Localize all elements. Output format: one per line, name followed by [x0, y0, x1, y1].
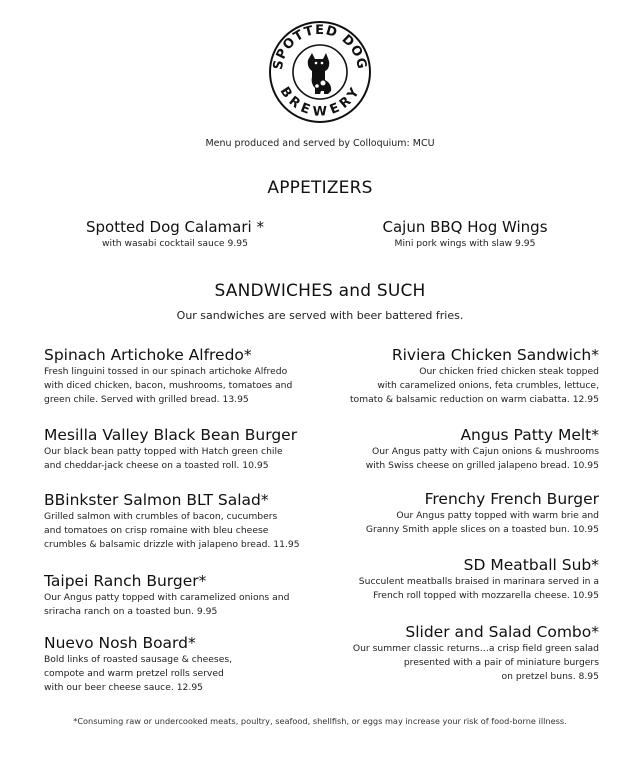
- food-safety-disclaimer: *Consuming raw or undercooked meats, poultry, seafood, shellfish, or eggs may increase your risk of food-borne illness.: [73, 716, 567, 726]
- menu-item: [44, 345, 314, 407]
- item-desc: Our black bean patty topped with Hatch green chile and cheddar-jack cheese on a toasted roll. 10.95: [44, 446, 283, 471]
- item-name: Spinach Artichoke Alfredo*: [44, 346, 252, 364]
- item-name: Slider and Salad Combo*: [405, 623, 599, 641]
- item-name: Cajun BBQ Hog Wings: [382, 218, 548, 236]
- item-desc: Our Angus patty topped with caramelized onions and sriracha ranch on a toasted bun. 9.95: [44, 592, 290, 617]
- item-desc: Fresh linguini tossed in our spinach artichoke Alfredo with diced chicken, bacon, mushrooms, tomatoes and green chile. Served with grilled bread. 13.95: [44, 366, 293, 405]
- menu-item: [44, 633, 314, 695]
- sandwiches-title: SANDWICHES and SUCH: [214, 281, 426, 301]
- appetizer-item: [50, 217, 300, 251]
- item-name: Spotted Dog Calamari *: [86, 218, 264, 236]
- menu-item: [44, 425, 314, 473]
- item-name: BBinkster Salmon BLT Salad*: [44, 491, 269, 509]
- brewery-logo: [268, 20, 372, 124]
- sandwiches-subtitle: Our sandwiches are served with beer battered fries.: [176, 309, 464, 322]
- producer-line: Menu produced and served by Colloquium: MCU: [205, 138, 435, 149]
- item-desc: Our Angus patty topped with warm brie and Granny Smith apple slices on a toasted bun. 10.95: [365, 510, 599, 535]
- item-name: Nuevo Nosh Board*: [44, 634, 196, 652]
- appetizer-item: [340, 217, 590, 251]
- menu-item: [318, 345, 599, 407]
- item-desc: Our summer classic returns…a crisp field green salad presented with a pair of miniature burgers on pretzel buns. 8.95: [352, 643, 599, 682]
- menu-item: [318, 425, 599, 473]
- menu-item: [44, 490, 314, 552]
- menu-item: [318, 555, 599, 603]
- appetizers-title: APPETIZERS: [267, 178, 373, 198]
- item-desc: Our chicken fried chicken steak topped with caramelized onions, feta crumbles, lettuce, tomato & balsamic reduction on warm ciabatta. 12.95: [349, 366, 599, 405]
- logo-top-text: SPOTTED DOG: [270, 22, 370, 72]
- item-name: Angus Patty Melt*: [460, 426, 599, 444]
- item-name: Riviera Chicken Sandwich*: [391, 346, 599, 364]
- dog-icon: [308, 53, 331, 94]
- item-name: Mesilla Valley Black Bean Burger: [44, 426, 298, 444]
- item-desc: with wasabi cocktail sauce 9.95: [102, 238, 248, 249]
- menu-item: [318, 622, 599, 684]
- item-desc: Our Angus patty with Cajun onions & mushrooms with Swiss cheese on grilled jalapeno bread. 10.95: [365, 446, 599, 471]
- logo-bottom-text: BREWERY: [276, 84, 364, 120]
- item-desc: Bold links of roasted sausage & cheeses, compote and warm pretzel rolls served with our beer cheese sauce. 12.95: [44, 654, 233, 693]
- item-name: Frenchy French Burger: [424, 490, 599, 508]
- menu-item: [318, 489, 599, 537]
- item-desc: Succulent meatballs braised in marinara served in a French roll topped with mozzarella cheese. 10.95: [358, 576, 599, 601]
- item-desc: Mini pork wings with slaw 9.95: [394, 238, 536, 249]
- menu-item: [44, 571, 314, 619]
- item-name: SD Meatball Sub*: [463, 556, 599, 574]
- item-name: Taipei Ranch Burger*: [44, 572, 207, 590]
- item-desc: Grilled salmon with crumbles of bacon, cucumbers and tomatoes on crisp romaine with bleu cheese crumbles & balsamic drizzle with jalapeno bread. 11.95: [44, 511, 300, 550]
